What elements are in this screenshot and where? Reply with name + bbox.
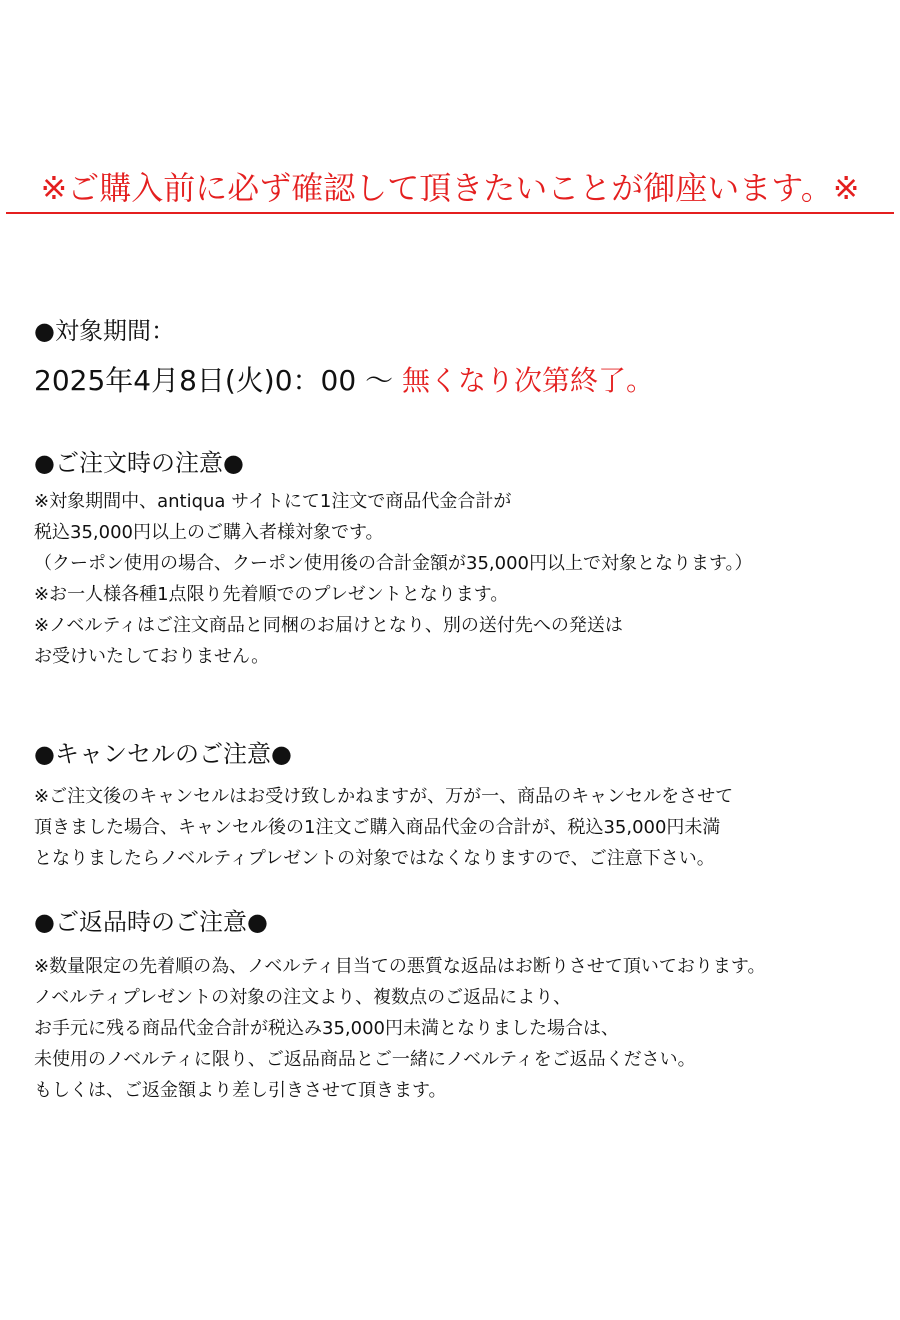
notice-headline: ※ご購入前に必ず確認して頂きたいことが御座います。※ [40,169,860,207]
return-note-line: ノベルティプレゼントの対象の注文より、複数点のご返品により、 [34,987,572,1008]
cancel-note-line: 頂きました場合、キャンセル後の1注文ご購入商品代金の合計が、税込35,000円未満 [34,817,721,838]
return-note-line: ※数量限定の先着順の為、ノベルティ目当ての悪質な返品はお断りさせて頂いております。 [34,956,766,977]
order-note-line: （クーポン使用の場合、クーポン使用後の合計金額が35,000円以上で対象となります。） [34,553,753,574]
period-end: 無くなり次第終了。 [401,364,654,397]
period-start: 2025年4月8日(火)0：00 ～ [34,364,402,397]
order-note-line: ※ノベルティはご注文商品と同梱のお届けとなり、別の送付先への発送は [34,615,623,636]
return-note-line: もしくは、ご返金額より差し引きさせて頂きます。 [34,1080,447,1101]
cancel-notes-heading: ●キャンセルのご注意● [34,740,292,768]
order-note-line: ※対象期間中、antiqua サイトにて1注文で商品代金合計が [34,491,512,512]
period-line [34,361,654,401]
order-notes-heading: ●ご注文時の注意● [34,449,244,477]
order-note-line: 税込35,000円以上のご購入者様対象です。 [34,522,384,543]
return-note-line: 未使用のノベルティに限り、ご返品商品とご一緒にノベルティをご返品ください。 [34,1049,696,1070]
order-note-line: ※お一人様各種1点限り先着順でのプレゼントとなります。 [34,584,509,605]
cancel-note-line: ※ご注文後のキャンセルはお受け致しかねますが、万が一、商品のキャンセルをさせて [34,786,734,807]
return-notes-list [34,951,765,1106]
cancel-notes-list [34,781,733,874]
headline-underline [6,212,894,214]
return-note-line: お手元に残る商品代金合計が税込み35,000円未満となりました場合は、 [34,1018,619,1039]
order-note-line: お受けいたしておりません。 [34,646,270,667]
return-notes-heading: ●ご返品時のご注意● [34,908,268,936]
order-notes-list [34,486,753,672]
period-heading: ●対象期間： [34,317,175,345]
cancel-note-line: となりましたらノベルティプレゼントの対象ではなくなりますので、ご注意下さい。 [34,848,715,869]
